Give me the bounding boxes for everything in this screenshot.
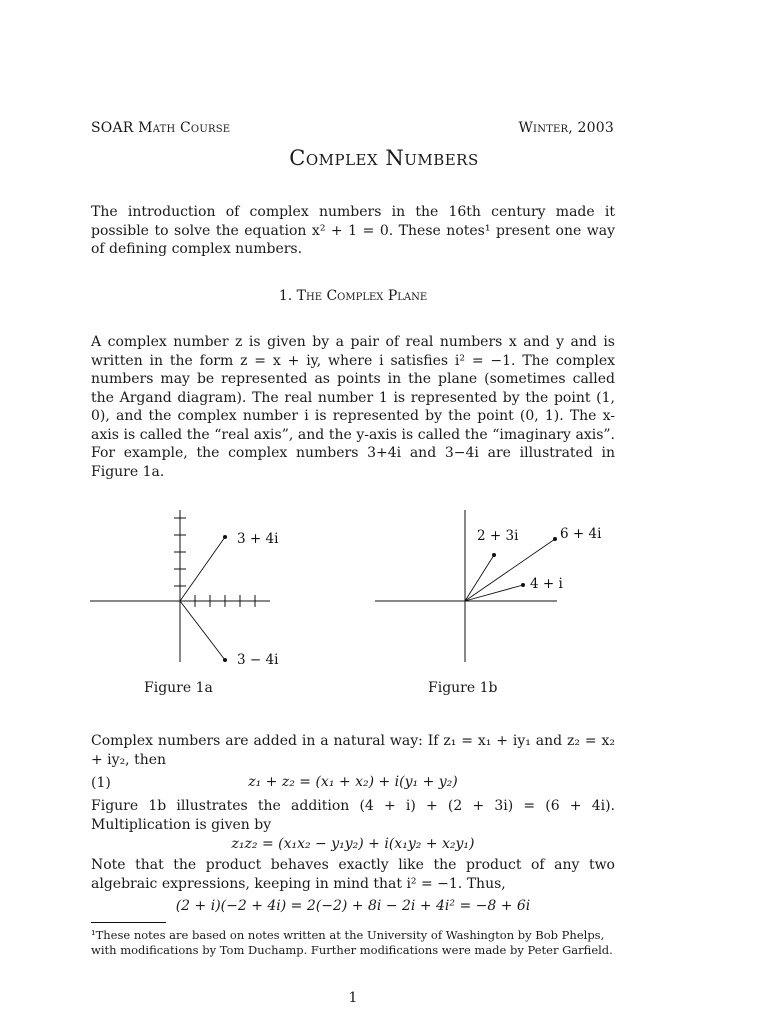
point-2-plus-3i	[492, 553, 496, 557]
equation-3: (2 + i)(−2 + 4i) = 2(−2) + 8i − 2i + 4i² = −8 + 6i	[175, 898, 531, 914]
label-2-plus-3i: 2 + 3i	[477, 528, 519, 544]
figure-1a	[85, 500, 295, 675]
label-6-plus-4i: 6 + 4i	[560, 526, 602, 542]
page-title: Complex Numbers	[289, 146, 479, 170]
footnote-rule	[91, 922, 166, 923]
complex-plane-paragraph: A complex number z is given by a pair of real numbers x and y and is written in the form z = x + iy, where i satisfies i² = −1. The complex numbers may be represented as points in the plane (sometimes called the Argand diagram). The real number 1 is represented by the point (1, 0), and the complex number i is represented by the point (0, 1). The x-axis is called the “real axis”, and the y-axis is called the “imaginary axis”. For example, the complex numbers 3+4i and 3−4i are illustrated in Figure 1a.	[91, 334, 615, 480]
point-4-plus-i	[521, 583, 525, 587]
page-number: 1	[348, 990, 358, 1006]
label-3-minus-4i: 3 − 4i	[237, 652, 279, 668]
product-paragraph: Note that the product behaves exactly like the product of any two algebraic expressions, keeping in mind that i² = −1. Thus,	[91, 857, 615, 892]
label-3-plus-4i: 3 + 4i	[237, 531, 279, 547]
header-right: Winter, 2003	[518, 120, 614, 136]
intro-paragraph: The introduction of complex numbers in the 16th century made it possible to solve the equation x² + 1 = 0. These notes¹ present one way of defining complex numbers.	[91, 204, 615, 257]
point-3-plus-4i	[223, 535, 227, 539]
figure-1b-caption: Figure 1b	[428, 680, 498, 696]
equation-1: z₁ + z₂ = (x₁ + x₂) + i(y₁ + y₂)	[248, 774, 458, 790]
point-6-plus-4i	[553, 537, 557, 541]
figure-1a-caption: Figure 1a	[144, 680, 213, 696]
section-heading: 1. The Complex Plane	[278, 288, 428, 304]
header-left: SOAR Math Course	[91, 120, 231, 136]
vector-3-plus-4i	[180, 537, 225, 601]
multiplication-paragraph: Figure 1b illustrates the addition (4 + i) + (2 + 3i) = (6 + 4i). Multiplication is given by	[91, 798, 615, 833]
point-3-minus-4i	[223, 658, 227, 662]
label-4-plus-i: 4 + i	[530, 576, 563, 592]
vector-3-minus-4i	[180, 601, 225, 660]
equation-number: (1)	[91, 775, 111, 791]
equation-2: z₁z₂ = (x₁x₂ − y₁y₂) + i(x₁y₂ + x₂y₁)	[231, 836, 475, 852]
figure-1b	[370, 500, 610, 675]
addition-paragraph: Complex numbers are added in a natural way: If z₁ = x₁ + iy₁ and z₂ = x₂ + iy₂, then	[91, 733, 615, 768]
footnote: ¹These notes are based on notes written at the University of Washington by Bob Phelps, with modifications by Tom Duchamp. Further modifications were made by Peter Garfield.	[91, 928, 613, 957]
